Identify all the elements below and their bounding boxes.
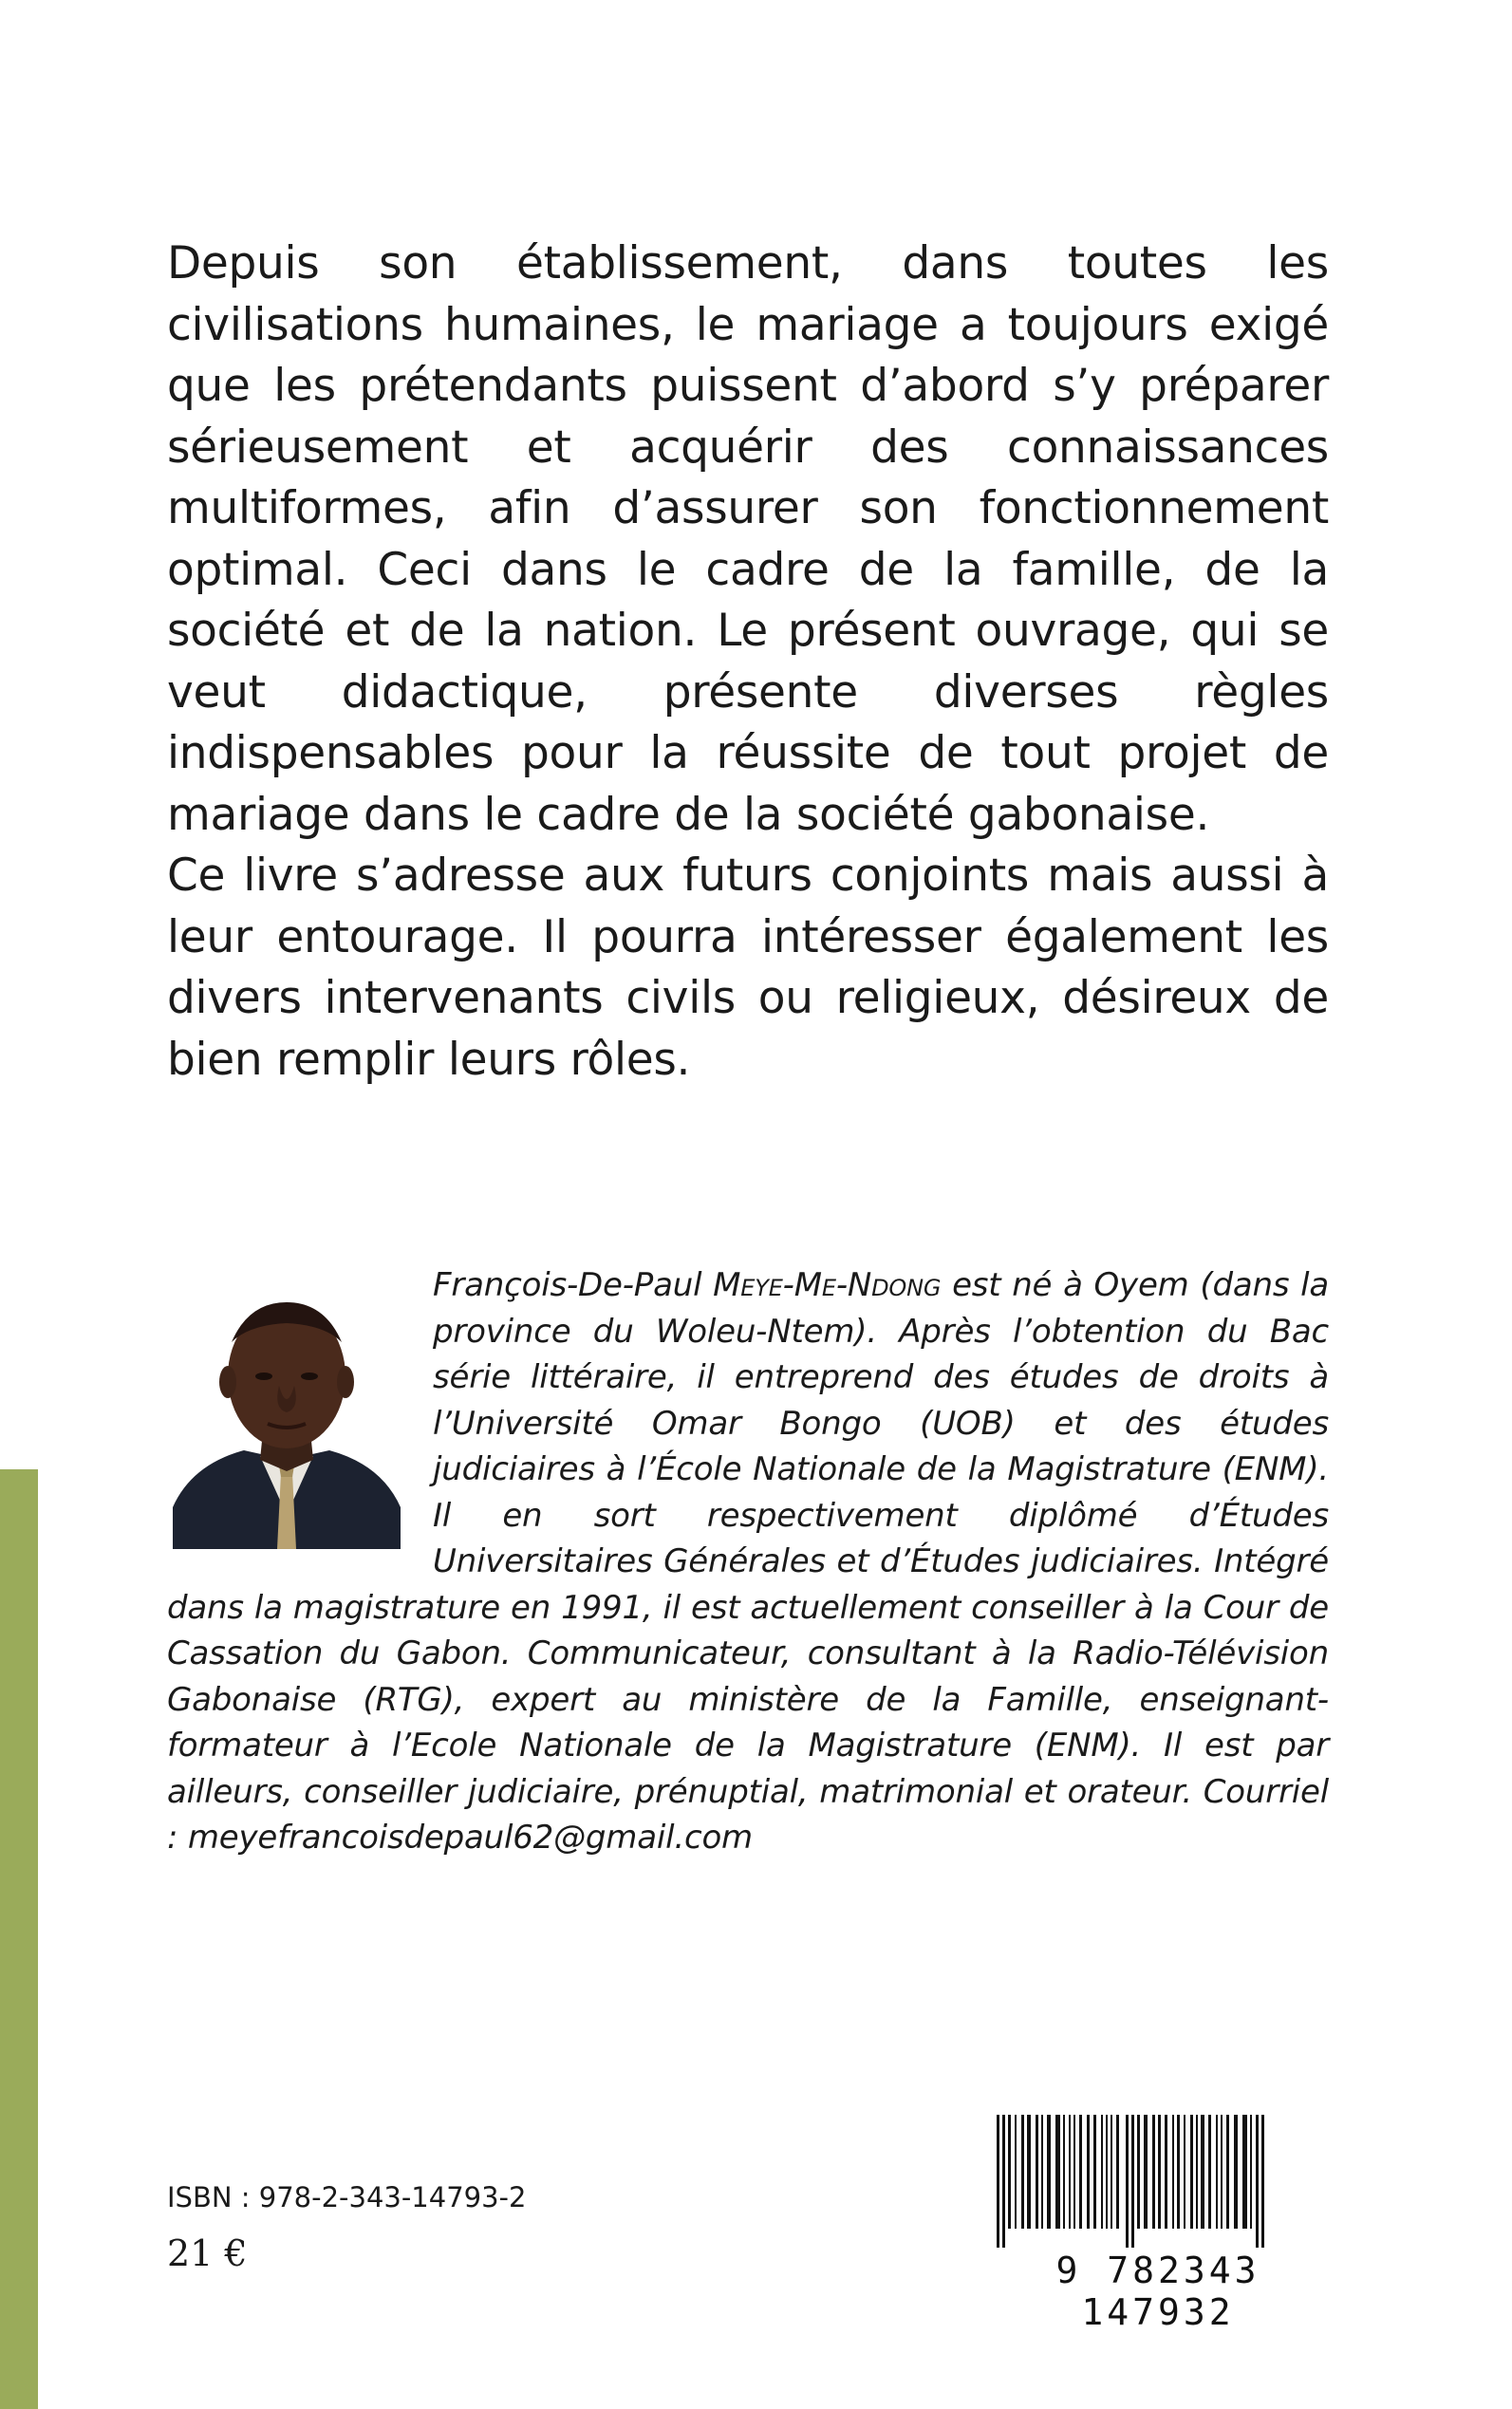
author-last-name: Meye-Me-Ndong xyxy=(713,1266,942,1304)
barcode-bar xyxy=(1126,2115,1129,2248)
barcode-bars xyxy=(987,2115,1338,2248)
barcode-bar xyxy=(1201,2115,1204,2229)
barcode-bar xyxy=(1184,2115,1185,2229)
barcode-bar xyxy=(1250,2115,1252,2229)
blurb-paragraph-2: Ce livre s’adresse aux futurs conjoints mais aussi à leur entourage. Il pourra intéresser également les divers intervenants civils ou religieux, désireux de bien remplir leurs rôles. xyxy=(167,850,1329,1086)
barcode-bar xyxy=(1172,2115,1174,2229)
barcode-bar xyxy=(1116,2115,1119,2229)
author-bio-text: est né à Oyem (dans la province du Woleu-Ntem). Après l’obtention du Bac série littéraire, il entreprend des études de droits à l’Université Omar Bongo (UOB) et des études judiciaires à l’École Nationale de la Magistrature (ENM). Il en sort respectivement diplômé d’Études Universitaires Générales et d’Études judiciaires. Intégré dans la magistrature en 1991, il est actuellement conseiller à la Cour de Cassation du Gabon. Communicateur, consultant à la Radio-Télévision Gabonaise (RTG), expert au ministère de la Famille, enseignant-formateur à l’Ecole Nationale de la Magistrature (ENM). Il est par ailleurs, conseiller judiciaire, prénuptial, matrimonial et orateur. Courriel : xyxy=(167,1266,1330,1857)
barcode-bar xyxy=(1208,2115,1211,2229)
barcode-bar xyxy=(1008,2115,1011,2229)
barcode-bar xyxy=(1063,2115,1065,2229)
barcode-number: 9 782343 147932 xyxy=(1055,2250,1260,2333)
author-email: meyefrancoisdepaul62@gmail.com xyxy=(187,1819,753,1857)
barcode-bar xyxy=(1131,2115,1134,2248)
blurb-paragraph-1: Depuis son établissement, dans toutes les civilisations humaines, le mariage a toujours exigé que les prétendants puissent d’abord s’y préparer sérieusement et acquérir des connaissances multiformes, afin d’assurer son fonctionnement optimal. Ceci dans le cadre de la famille, de la société et de la nation. Le présent ouvrage, qui se veut didactique, présente diverses règles indispensables pour la réussite de tout projet de mariage dans le cadre de la société gabonaise. xyxy=(167,237,1329,841)
barcode-bar xyxy=(997,2115,999,2248)
barcode-bar xyxy=(1242,2115,1247,2229)
barcode-bar xyxy=(1101,2115,1103,2229)
barcode-bar xyxy=(1047,2115,1051,2229)
barcode-bar xyxy=(1190,2115,1193,2229)
barcode-bar xyxy=(1196,2115,1198,2229)
isbn-label: ISBN : 978-2-343-14793-2 xyxy=(167,2181,527,2213)
barcode-bar xyxy=(1216,2115,1218,2229)
book-blurb xyxy=(167,233,1329,1091)
barcode-bar xyxy=(1015,2115,1017,2229)
barcode-bar xyxy=(1256,2115,1259,2248)
author-photo xyxy=(173,1270,401,1549)
barcode-bar xyxy=(1036,2115,1038,2229)
price-label: 21 € xyxy=(167,2232,248,2274)
barcode-bar xyxy=(1221,2115,1223,2229)
barcode-bar xyxy=(1069,2115,1071,2229)
barcode-bar xyxy=(1111,2115,1112,2229)
barcode-bar xyxy=(1158,2115,1161,2229)
barcode-bar xyxy=(1087,2115,1090,2229)
barcode-bar xyxy=(1144,2115,1148,2229)
barcode-bar xyxy=(1226,2115,1229,2229)
barcode-bar xyxy=(1041,2115,1043,2229)
barcode-bar xyxy=(1261,2115,1264,2248)
barcode-bar xyxy=(1093,2115,1096,2229)
barcode-bar xyxy=(1055,2115,1060,2229)
barcode-bar xyxy=(1165,2115,1167,2229)
barcode-bar xyxy=(1002,2115,1005,2248)
barcode-bar xyxy=(1137,2115,1140,2229)
author-biography xyxy=(167,1262,1329,1861)
barcode-bar xyxy=(1073,2115,1075,2229)
author-portrait-image xyxy=(173,1270,401,1549)
barcode-bar xyxy=(1106,2115,1108,2229)
barcode-bar xyxy=(1152,2115,1155,2229)
barcode-bar xyxy=(1177,2115,1180,2229)
barcode-bar xyxy=(1079,2115,1082,2229)
spine-color-band xyxy=(0,1469,38,2409)
barcode-bar xyxy=(1027,2115,1031,2229)
barcode-bar xyxy=(1021,2115,1024,2229)
barcode-bar xyxy=(1234,2115,1238,2229)
author-first-name: François-De-Paul xyxy=(433,1266,702,1304)
